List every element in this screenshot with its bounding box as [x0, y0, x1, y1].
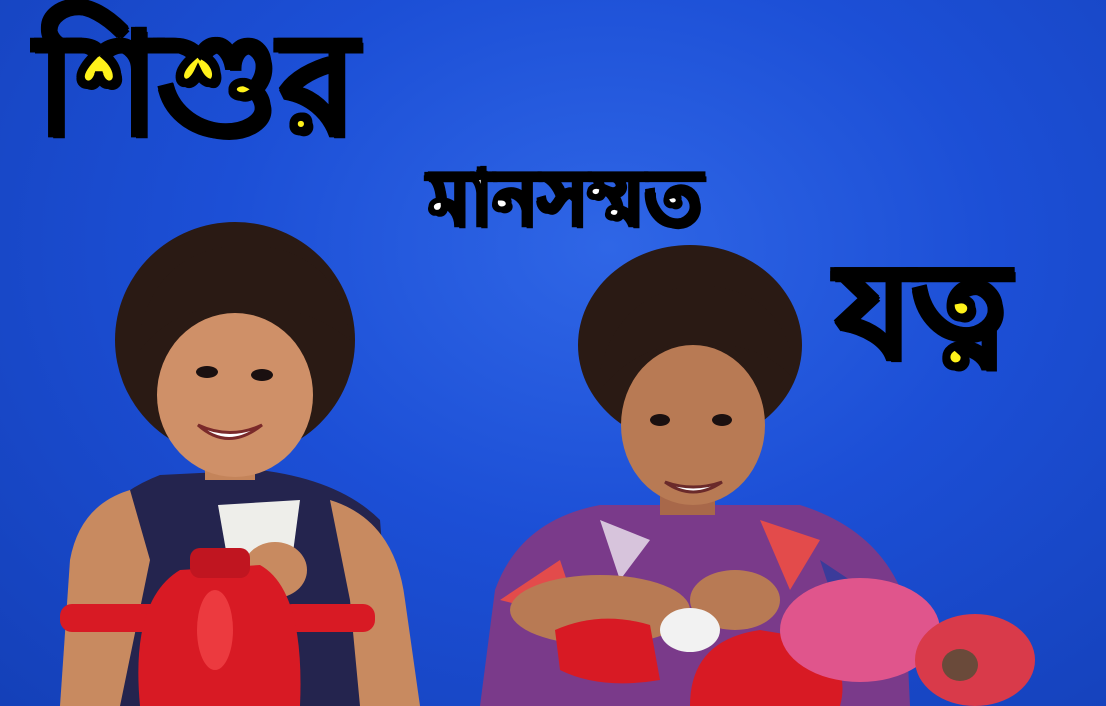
girl-eye-left: [196, 366, 218, 378]
title-word-shishur: শিশুর: [36, 4, 357, 167]
boy-face: [621, 345, 765, 505]
glove-cuff: [660, 608, 720, 652]
boy-eye-right: [712, 414, 732, 426]
girl-eye-right: [251, 369, 273, 381]
plush-eye: [942, 649, 978, 681]
toy-highlight: [197, 590, 233, 670]
red-glove: [555, 619, 660, 684]
toy-top-knob: [190, 548, 250, 578]
title-word-mansammata: মানসম্মত: [428, 153, 702, 242]
boy-eye-left: [650, 414, 670, 426]
girl-figure: [60, 222, 420, 706]
girl-face: [157, 313, 313, 477]
title-word-jotno: যত্ন: [836, 235, 1009, 389]
